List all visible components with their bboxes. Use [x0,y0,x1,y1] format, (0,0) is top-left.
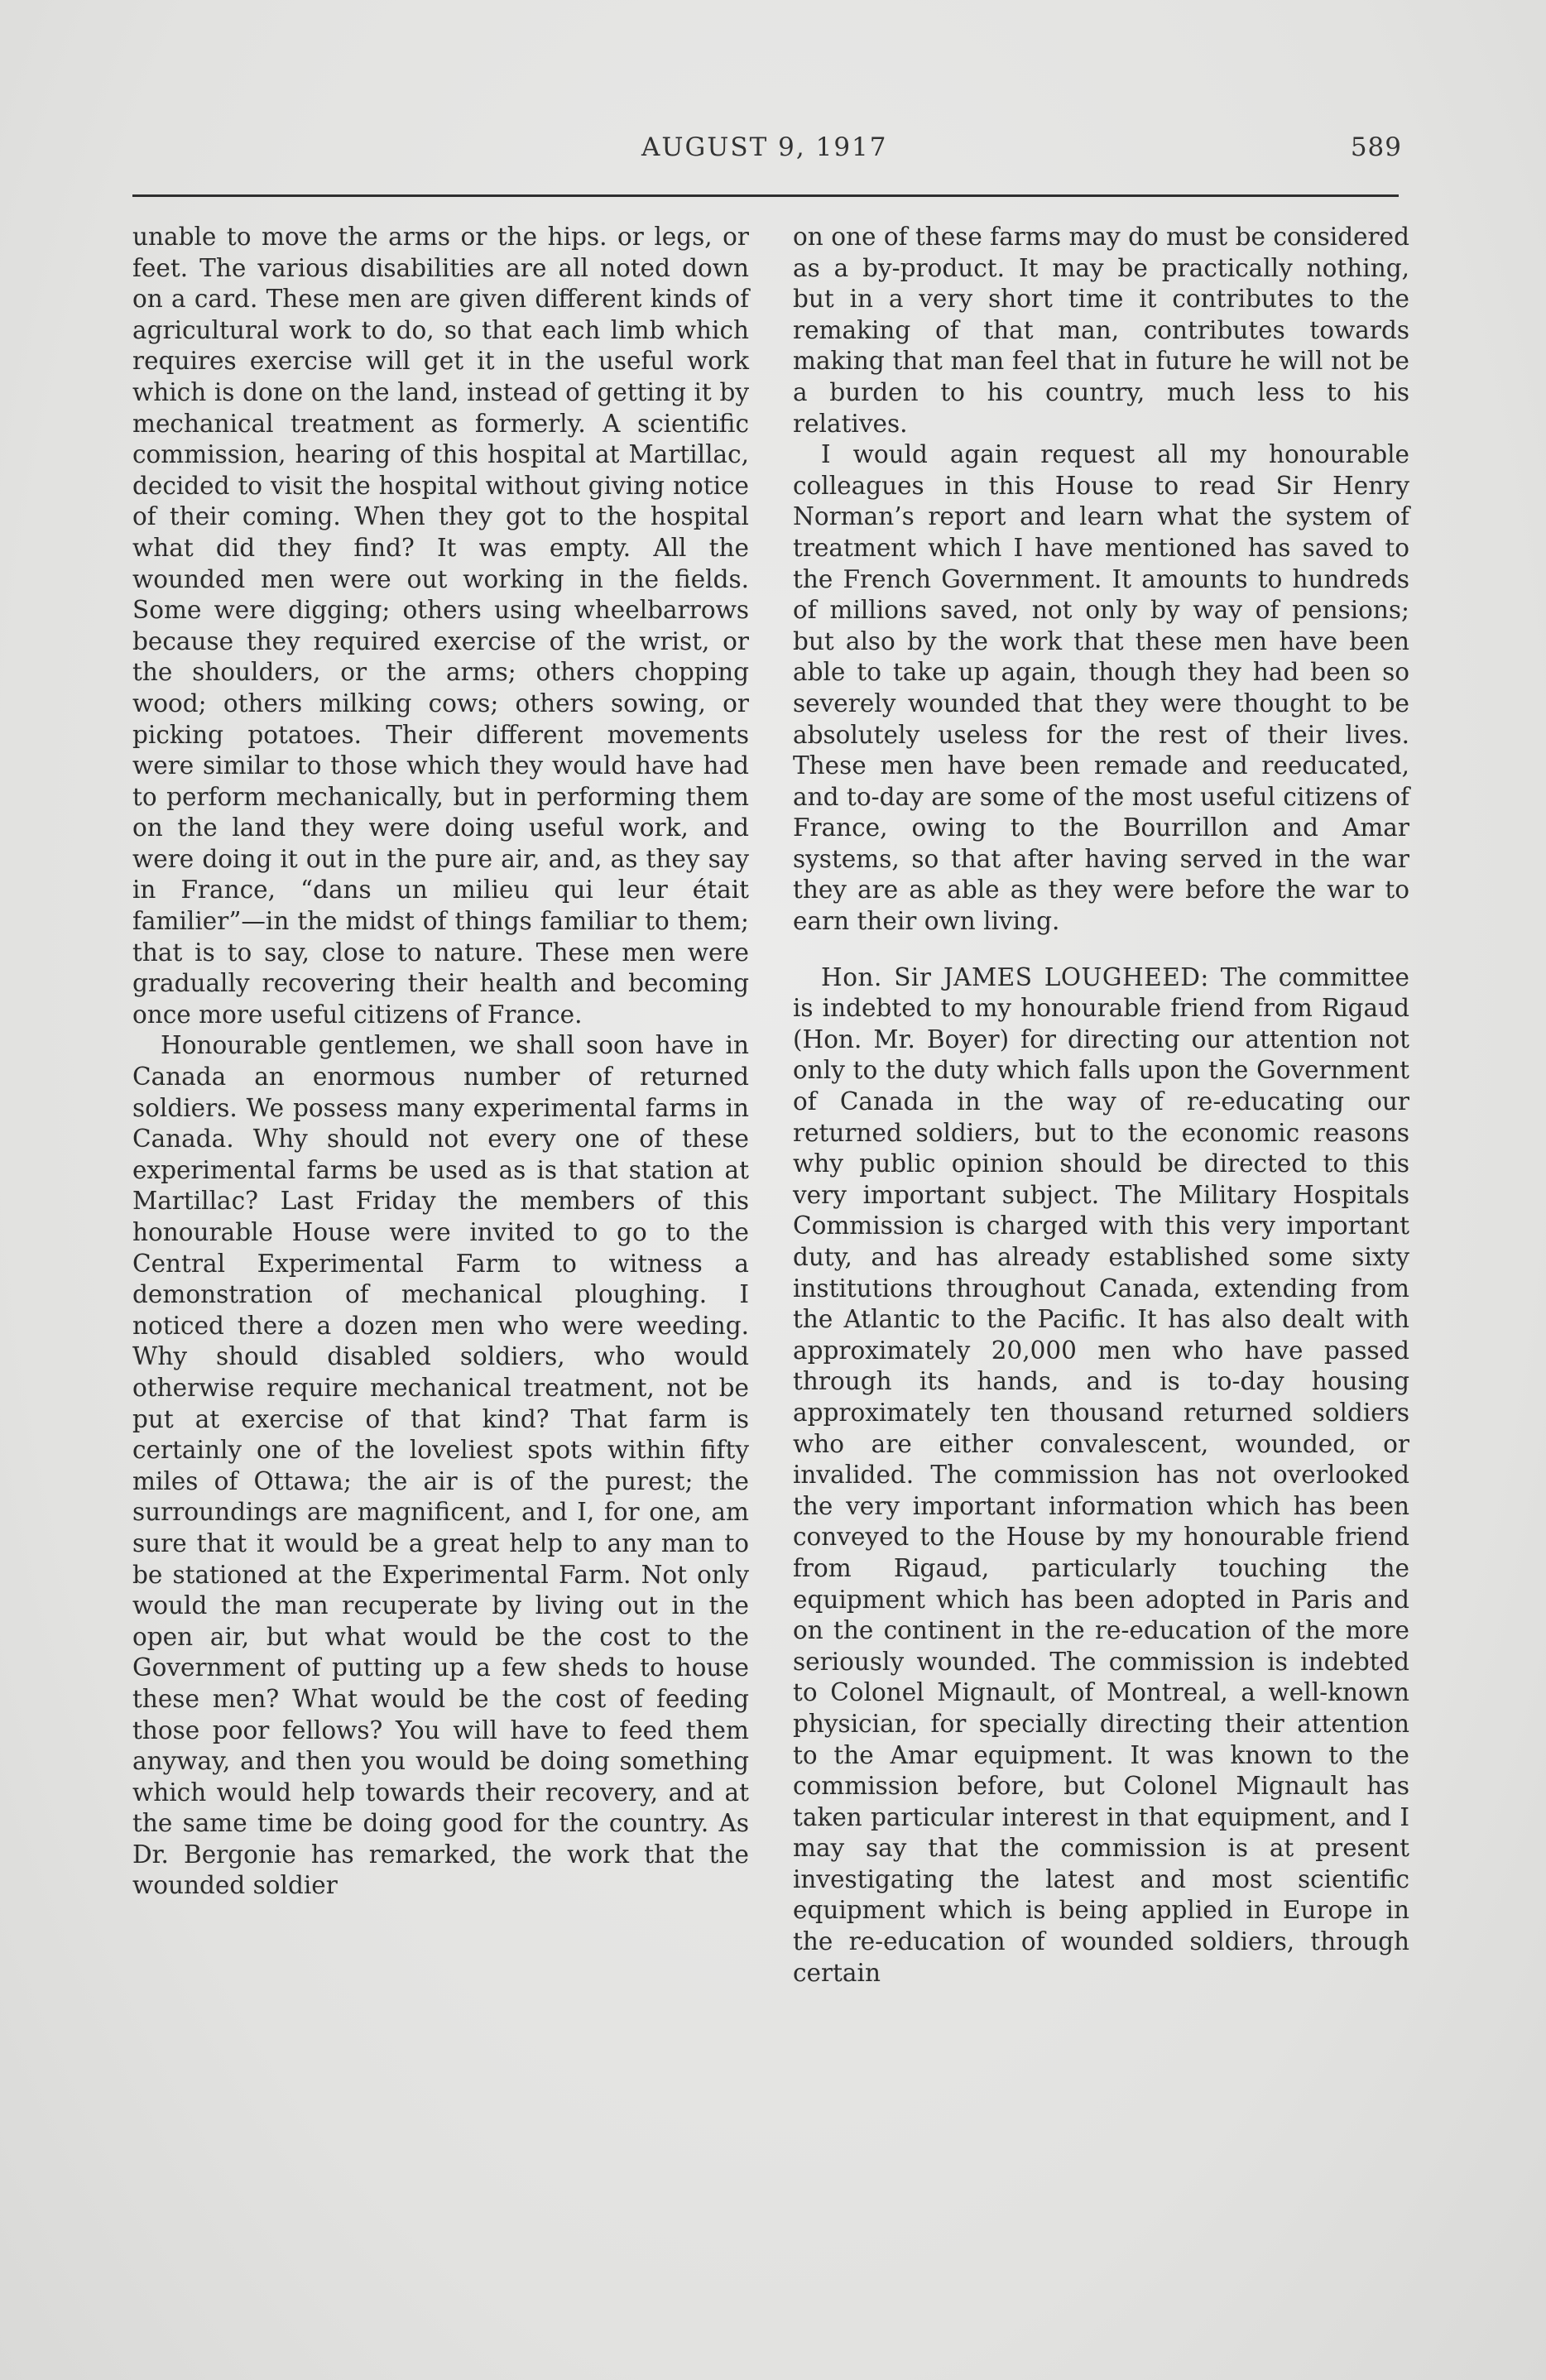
running-head-date: AUGUST 9, 1917 [641,132,888,162]
speaker-name: Hon. Sir JAMES LOUGHEED: [821,962,1209,991]
page-number: 589 [1350,132,1402,162]
right-paragraph-continued: on one of these farms may do must be considered as a by-product. It may be practically nothing, but in a very short time it contributes to the remaking of that man, contributes towards making that man feel that in future he will not be a burden to his country, much less to his relatives. [793,223,1409,438]
header-rule [132,194,1399,197]
speech-text: The committee is indebted to my honourable friend from Rigaud (Hon. Mr. Boyer) for directing our attention not only to the duty which falls upon the Government of Canada in the way of re-educating our returned soldiers, but to the economic reasons why public opinion should be directed to this very important subject. The Military Hospitals Commission is charged with this very important duty, and has already established some sixty institutions throughout Canada, extending from the Atlantic to the Pacific. It has also dealt with approximately 20,000 men who have passed through its hands, and is to-day housing approximately ten thousand returned soldiers who are either convalescent, wounded, or invalided. The commission has not overlooked the very important information which has been conveyed to the House by my honourable friend from Rigaud, particularly touching the equipment which has been adopted in Paris and on the continent in the re-education of the more seriously wounded. The commission is indebted to Colonel Mignault, of Montreal, a well-known physician, for specially directing their attention to the Amar equipment. It was known to the commission before, but Colonel Mignault has taken particular interest in that equipment, and I may say that the commission is at present investigating the latest and most scientific equipment which is being applied in Europe in the re-education of wounded soldiers, through certain [793,962,1409,1987]
left-paragraph-continued: unable to move the arms or the hips. or legs, or feet. The various disabilities are all noted down on a card. These men are given different kinds of agricultural work to do, so that each limb which requires exercise will get it in the useful work which is done on the land, instead of getting it by mechanical treatment as formerly. A scientific commission, hearing of this hospital at Martillac, decided to visit the hospital without giving notice of their coming. When they got to the hospital what did they find? It was empty. All the wounded men were out working in the fields. Some were digging; others using wheelbarrows because they required exercise of the wrist, or the shoulders, or the arms; others chopping wood; others milking cows; others sowing, or picking potatoes. Their different movements were similar to those which they would have had to perform mechanically, but in performing them on the land they were doing useful work, and were doing it out in the pure air, and, as they say in France, “dans un milieu qui leur était familier”—in the midst of things familiar to them; that is to say, close to nature. These men were gradually recovering their health and becoming once more useful citizens of France. [132,223,749,1029]
left-paragraph-honourable-gentlemen: Honourable gentlemen, we shall soon have in Canada an enormous number of returned soldiers. We possess many experimental farms in Canada. Why should not every one of these experimental farms be used as is that station at Martillac? Last Friday the members of this honourable House were invited to go to the Central Experimental Farm to witness a demonstration of mechanical ploughing. I noticed there a dozen men who were weeding. Why should disabled soldiers, who would otherwise require mechanical treatment, not be put at exercise of that kind? That farm is certainly one of the loveliest spots within fifty miles of Ottawa; the air is of the purest; the surroundings are magnificent, and I, for one, am sure that it would be a great help to any man to be stationed at the Experimental Farm. Not only would the man recuperate by living out in the open air, but what would be the cost to the Government of putting up a few sheds to house these men? What would be the cost of feeding those poor fellows? You will have to feed them anyway, and then you would be doing something which would help towards their recovery, and at the same time be doing good for the country. As Dr. Bergonie has remarked, the work that the wounded soldier [132,1031,749,1900]
right-paragraph-lougheed [793,962,1409,1989]
right-column [793,222,1409,1989]
right-paragraph-norman-report: I would again request all my honourable colleagues in this House to read Sir Henry Norman’s report and learn what the system of treatment which I have mentioned has saved to the French Government. It amounts to hundreds of millions saved, not only by way of pensions; but also by the work that these men have been able to take up again, though they had been so severely wounded that they were thought to be absolutely useless for the rest of their lives. These men have been remade and reeducated, and to-day are some of the most useful citizens of France, owing to the Bourrillon and Amar systems, so that after having served in the war they are as able as they were before the war to earn their own living. [793,440,1409,936]
left-column [132,222,749,1902]
